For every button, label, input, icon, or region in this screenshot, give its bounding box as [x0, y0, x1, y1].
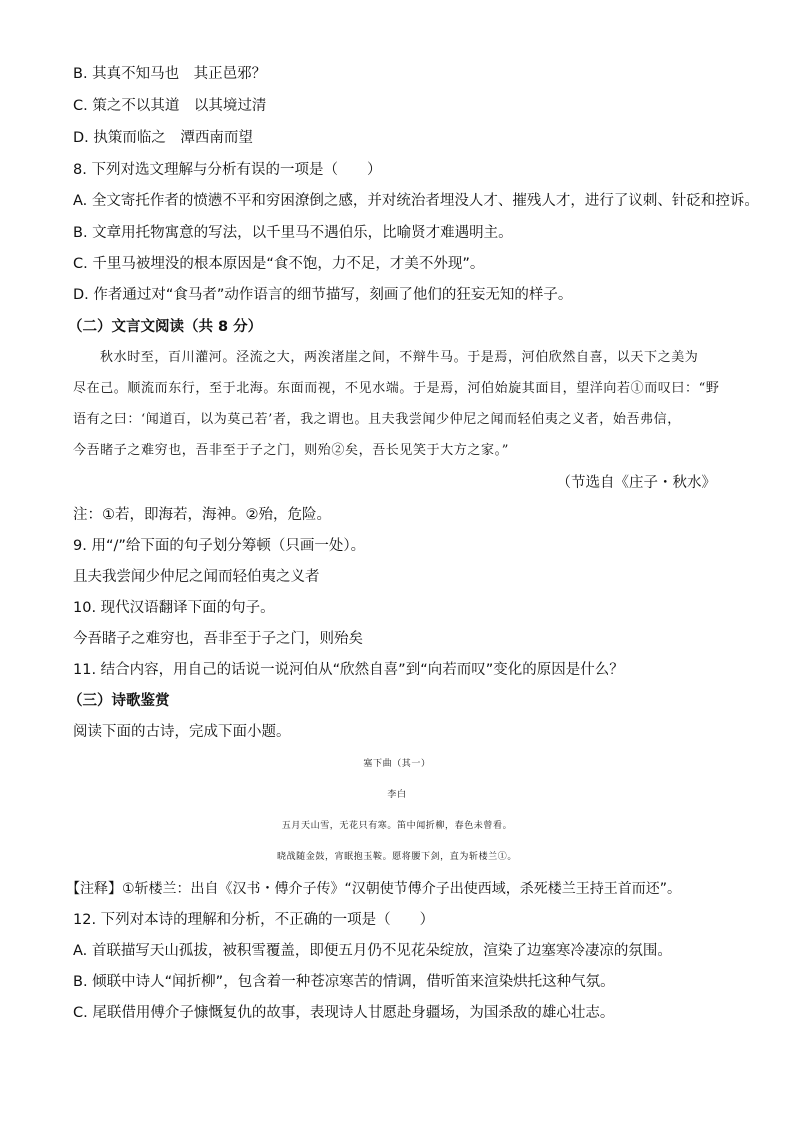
section-2-title: （二）文言文阅读（共 8 分） [68, 319, 263, 335]
passage-line-3: 语有之曰：‘闻道百，以为莫己若’者，我之谓也。且夫我尝闻少仲尼之闻而轻伯夷之义者，始吾弗信， [73, 412, 681, 427]
poem-annotation: 【注释】①斩楼兰：出自《汉书・傅介子传》“汉朝使节傅介子出使西域，杀死楼兰王持王首而还”。 [66, 881, 682, 897]
passage-note: 注：①若，即海若，海神。②殆，危险。 [73, 507, 331, 523]
passage-line-2: 尽在己。顺流而东行，至于北海。东面而视，不见水端。于是焉，河伯始旋其面目，望洋向若①而叹曰：“野 [73, 381, 720, 396]
passage-source: （节选自《庄子・秋水》 [556, 475, 716, 491]
q8-option-b: B. 文章用托物寓意的写法，以千里马不遇伯乐，比喻贤才难遇明主。 [73, 225, 513, 241]
q9-stem: 9. 用“/”给下面的句子划分筹顿（只画一处）。 [73, 538, 366, 554]
q8-option-a: A. 全文寄托作者的愤懑不平和穷困潦倒之感，并对统治者埋没人才、摧残人才，进行了议刺、针砭和控诉。 [73, 193, 759, 209]
q9-sentence: 且夫我尝闻少仲尼之闻而轻伯夷之义者 [73, 569, 320, 585]
q12-option-b: B. 倾联中诗人“闻折柳”，包含着一种苍凉寒苦的情调，借听笛来渲染烘托这种气氛。 [73, 974, 615, 990]
q7-option-c: C. 策之不以其道 以其境过清 [73, 98, 267, 114]
q7-option-d: D. 执策而临之 潭西南而望 [73, 130, 253, 146]
q10-stem: 10. 现代汉语翻译下面的句子。 [73, 600, 275, 616]
passage-line-1: 秋水时至，百川灌河。泾流之大，两涘渚崖之间，不辩牛马。于是焉，河伯欣然自喜，以天下之美为 [100, 350, 699, 365]
q10-sentence: 今吾睹子之难穷也，吾非至于子之门，则殆矣 [73, 631, 363, 647]
poem-author: 李白 [387, 790, 407, 800]
poem-line-1: 五月天山雪，无花只有寒。笛中闻折柳，春色未曾看。 [281, 821, 513, 831]
q12-option-c: C. 尾联借用傅介子慷慨复仇的故事，表现诗人甘愿赴身疆场，为国杀敌的雄心壮志。 [73, 1005, 615, 1021]
q12-option-a: A. 首联描写天山孤拔，被积雪覆盖，即便五月仍不见花朵绽放，渲染了边塞寒冷凄凉的氛围。 [73, 943, 672, 959]
q8-stem: 8. 下列对选文理解与分析有误的一项是（ ） [73, 162, 382, 178]
q8-option-c: C. 千里马被埋没的根本原因是“食不饱，力不足，才美不外现”。 [73, 256, 485, 272]
q8-option-d: D. 作者通过对“食马者”动作语言的细节描写，刻画了他们的狂妄无知的样子。 [73, 287, 573, 303]
passage-line-4: 今吾睹子之难穷也，吾非至于子之门，则殆②矣，吾长见笑于大方之家。” [73, 443, 509, 458]
q11-stem: 11. 结合内容，用自己的话说一说河伯从“欣然自喜”到“向若而叹”变化的原因是什么？ [73, 662, 624, 678]
section-3-intro: 阅读下面的古诗，完成下面小题。 [73, 724, 291, 740]
section-3-title: （三）诗歌鉴赏 [68, 693, 170, 709]
q12-stem: 12. 下列对本诗的理解和分析，不正确的一项是（ ） [73, 912, 435, 928]
poem-title: 塞下曲（其一） [363, 759, 431, 769]
poem-line-2: 晓战随金鼓，宵眠抱玉鞍。愿将腰下剑，直为斩楼兰①。 [276, 852, 517, 862]
q7-option-b: B. 其真不知马也 其正邑邪？ [73, 66, 267, 82]
